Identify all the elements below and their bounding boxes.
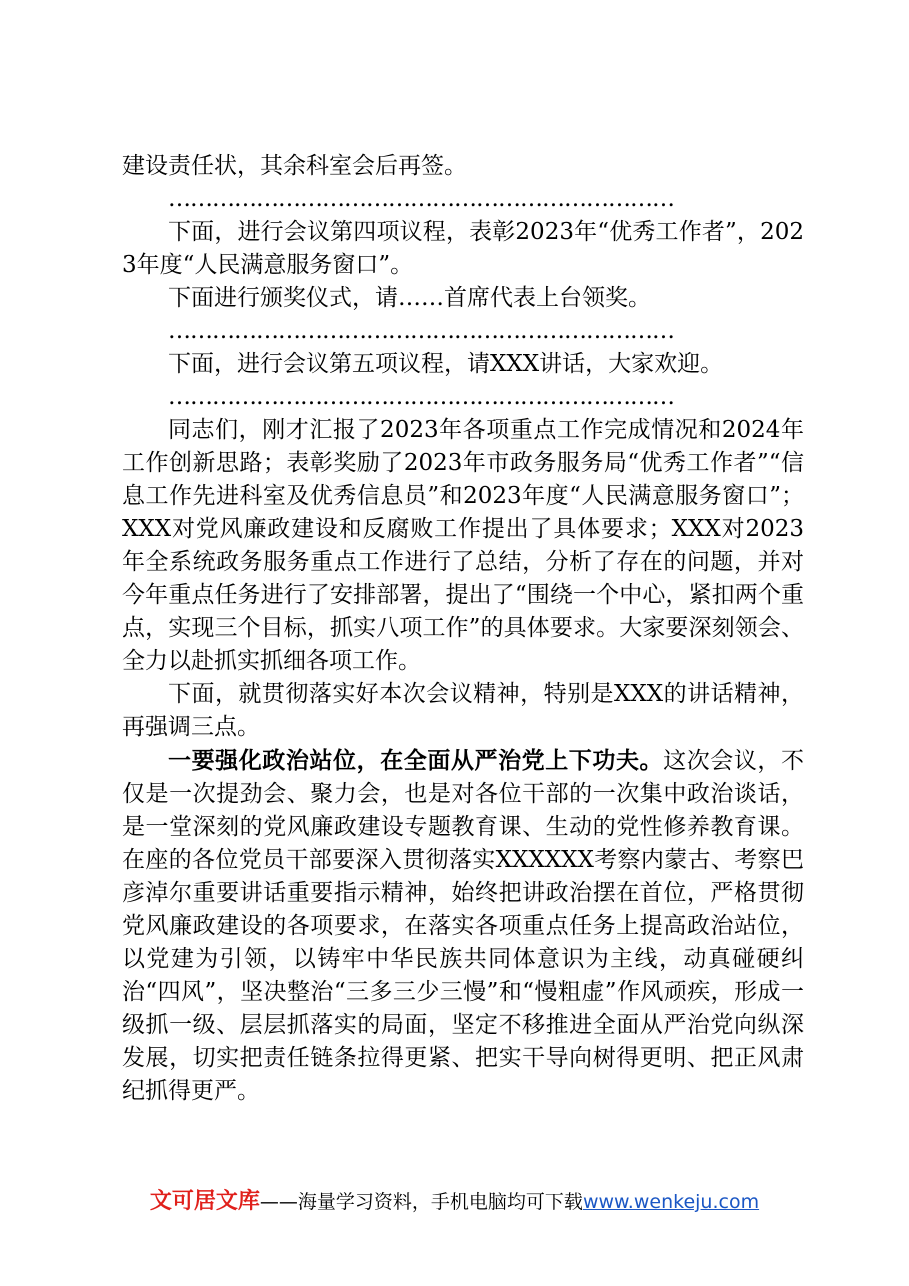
- document-body: [122, 150, 804, 1108]
- footer-tagline: ——海量学习资料，手机电脑均可下载: [259, 1191, 583, 1213]
- ellipsis-separator-1: ……………………………………………………………: [168, 186, 674, 212]
- point-one-heading: 一要强化政治站位，在全面从严治党上下功夫。: [168, 747, 664, 774]
- paragraph-point-one: [122, 744, 804, 1108]
- paragraph-1: 建设责任状，其余科室会后再签。: [122, 153, 467, 179]
- paragraph-three-points: 下面，就贯彻落实好本次会议精神，特别是XXX的讲话精神，再强调三点。: [122, 681, 804, 740]
- footer-banner: [0, 1184, 909, 1215]
- brand-name: 文可居文库: [149, 1189, 260, 1214]
- paragraph-award-agenda: 下面，进行会议第四项议程，表彰2023年“优秀工作者”，2023年度“人民满意服务窗口”。: [122, 219, 804, 278]
- paragraph-speech-agenda: 下面，进行会议第五项议程，请XXX讲话，大家欢迎。: [168, 351, 724, 377]
- paragraph-award-ceremony: 下面进行颁奖仪式，请……首席代表上台领奖。: [168, 285, 651, 311]
- paragraph-summary: 同志们，刚才汇报了2023年各项重点工作完成情况和2024年工作创新思路；表彰奖励了2023年市政务服务局“优秀工作者”“信息工作先进科室及优秀信息员”和2023年度“人民满意服务窗口”；XXX对党风廉政建设和反腐败工作提出了具体要求；XXX对2023年全系统政务服务重点工作进行了总结，分析了存在的问题，并对今年重点任务进行了安排部署，提出了“围绕一个中心，紧扣两个重点，实现三个目标，抓实八项工作”的具体要求。大家要深刻领会、全力以赴抓实抓细各项工作。: [122, 417, 804, 674]
- point-one-body: 这次会议，不仅是一次提劲会、聚力会，也是对各位干部的一次集中政治谈话，是一堂深刻的党风廉政建设专题教育课、生动的党性修养教育课。在座的各位党员干部要深入贯彻落实XXXXXX考察内蒙古、考察巴彦淖尔重要讲话重要指示精神，始终把讲政治摆在首位，严格贯彻党风廉政建设的各项要求，在落实各项重点任务上提高政治站位，以党建为引领，以铸牢中华民族共同体意识为主线，动真碰硬纠治“四风”，坚决整治“三多三少三慢”和“慢粗虚”作风顽疾，形成一级抓一级、层层抓落实的局面，坚定不移推进全面从严治党向纵深发展，切实把责任链条拉得更紧、把实干导向树得更明、把正风肃纪抓得更严。: [122, 748, 805, 1104]
- website-link[interactable]: www.wenkeju.com: [582, 1191, 760, 1213]
- ellipsis-separator-2: ……………………………………………………………: [168, 318, 674, 344]
- ellipsis-separator-3: ……………………………………………………………: [168, 384, 674, 410]
